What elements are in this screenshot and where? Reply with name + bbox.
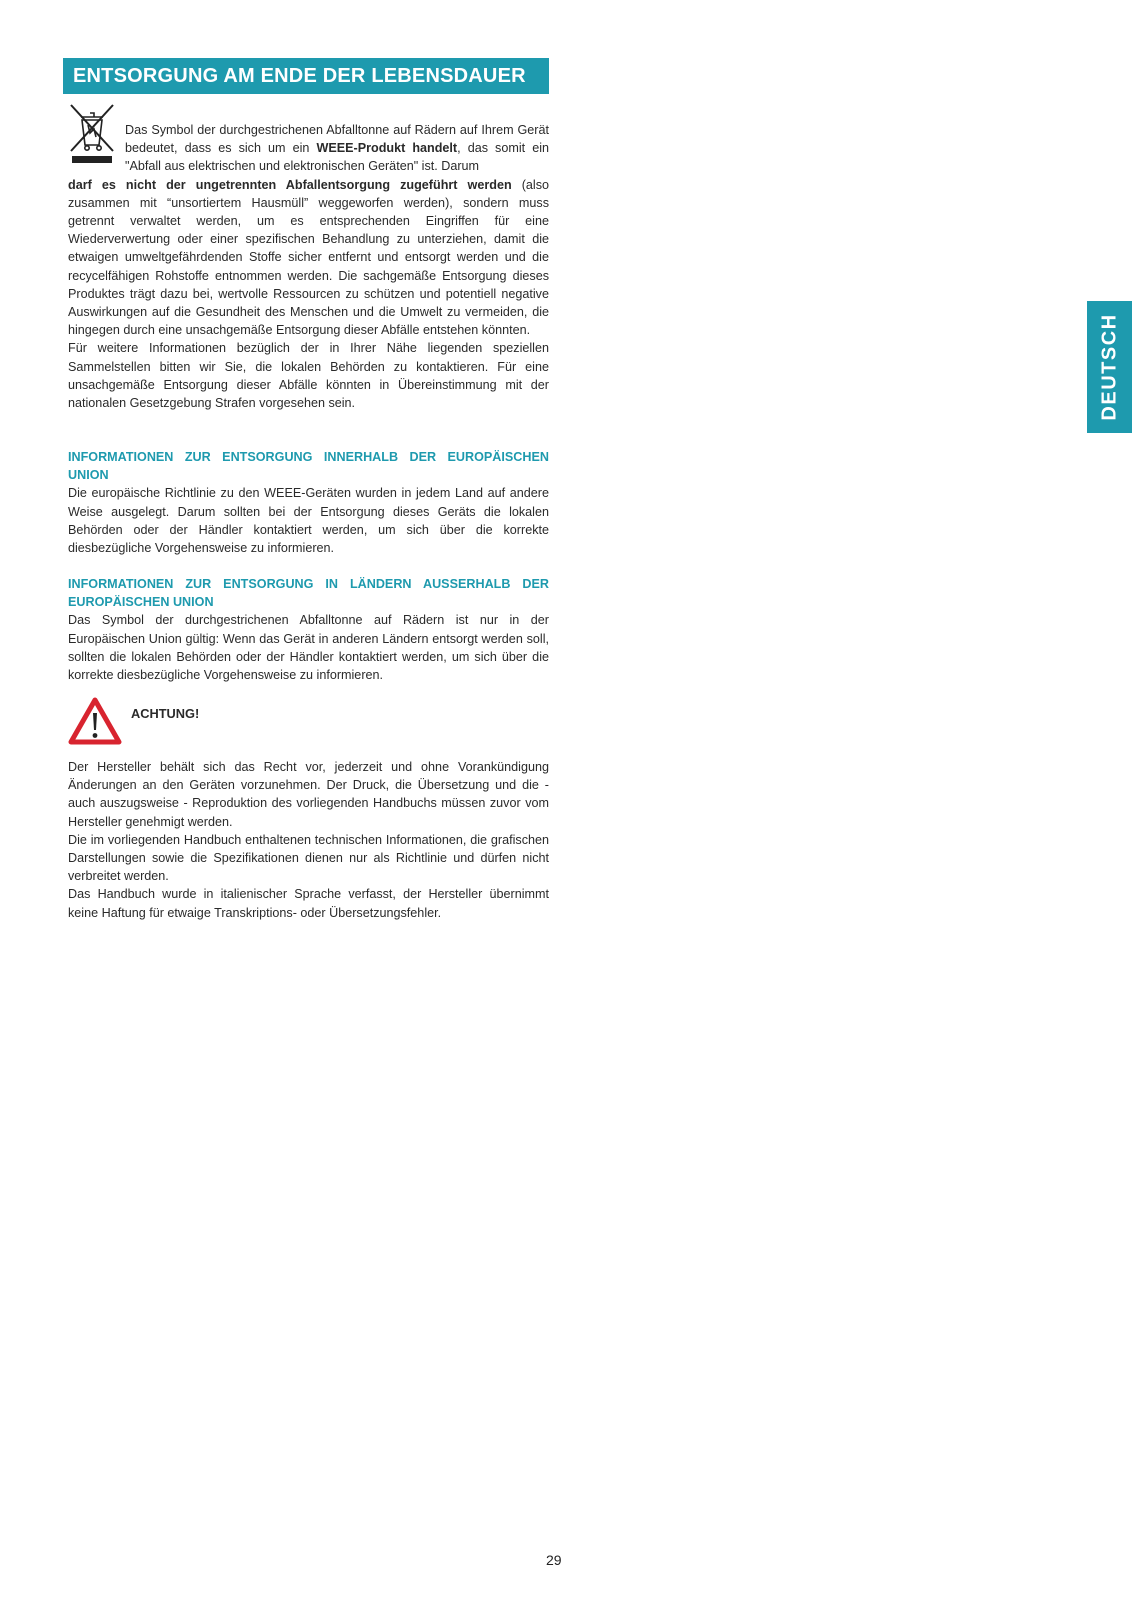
weee-product-emphasis: WEEE-Produkt handelt bbox=[316, 141, 458, 156]
legal-notice bbox=[68, 758, 549, 922]
legal-paragraph: Das Handbuch wurde in italienischer Sprache verfasst, der Hersteller übernimmt keine Haftung für etwaige Transkriptions- oder Übersetzungsfehler. bbox=[68, 887, 549, 920]
weee-intro bbox=[68, 121, 549, 412]
no-unsorted-disposal-emphasis: darf es nicht der ungetrennten Abfallentsorgung zugeführt werden bbox=[68, 177, 512, 192]
warning-label: ACHTUNG! bbox=[131, 706, 200, 721]
section-non-eu bbox=[68, 575, 549, 684]
section-non-eu-title: INFORMATIONEN ZUR ENTSORGUNG IN LÄNDERN AUSSERHALB DER EUROPÄISCHEN UNION bbox=[68, 577, 549, 610]
section-non-eu-body: Das Symbol der durchgestrichenen Abfalltonne auf Rädern ist nur in der Europäischen Union gültig: Wenn das Gerät in anderen Ländern entsorgt werden soll, sollten die lokalen Behörden oder der Händler kontaktiert werden, um sich über die korrekte diesbezügliche Vorgehensweise zu informieren. bbox=[68, 613, 549, 683]
legal-paragraph: Der Hersteller behält sich das Recht vor, jederzeit und ohne Vorankündigung Änderungen an den Geräten vorzunehmen. Der Druck, die Übersetzung und die - auch auszugsweise - Reproduktion des vorliegenden Handbuchs müssen zuvor vom Hersteller genehmigt werden. bbox=[68, 760, 549, 829]
page-title: ENTSORGUNG AM ENDE DER LEBENSDAUER bbox=[63, 58, 549, 94]
warning-triangle-icon bbox=[68, 697, 122, 745]
weee-intro-continuation: darf es nicht der ungetrennten Abfallentsorgung zugeführt werden (also zusammen mit “unsortiertem Hausmüll” weggeworfen werden), sondern muss getrennt verwaltet werden, um es entsprechenden Eingriffen für eine Wiederverwertung oder einer spezifischen Behandlung zu unterziehen, damit die etwaigen umweltgefährdenden Stoffe sicher entfernt und entsorgt werden und die recycelfähigen Rohstoffe entnommen werden. Die sachgemäße Entsorgung dieses Produktes trägt dazu bei, wertvolle Ressourcen zu schützen und potentiell negative Auswirkungen auf die Gesundheit des Menschen und die Umwelt zu vermeiden, die hingegen durch eine unsachgemäße Entsorgung dieser Abfälle entstehen könnten. bbox=[68, 177, 550, 338]
collection-points-paragraph: Für weitere Informationen bezüglich der in Ihrer Nähe liegenden speziellen Sammelstellen bitten wir Sie, die lokalen Behörden zu kontaktieren. Für eine unsachgemäße Entsorgung dieser Abfälle könnten in Übereinstimmung mit der nationalen Gesetzgebung Strafen vorgesehen sein. bbox=[68, 341, 549, 411]
weee-intro-paragraph: Das Symbol der durchgestrichenen Abfalltonne auf Rädern auf Ihrem Gerät bedeutet, dass es sich um ein WEEE-Produkt handelt, das somit ein "Abfall aus elektrischen und elektronischen Geräten" ist. Darum bbox=[125, 123, 549, 174]
section-eu-body: Die europäische Richtlinie zu den WEEE-Geräten wurden in jedem Land auf andere Weise ausgelegt. Darum sollten bei der Entsorgung dieses Geräts die lokalen Behörden oder der Händler kontaktiert werden, um sich über die korrekte diesbezügliche Vorgehensweise zu informieren. bbox=[68, 486, 549, 556]
section-eu-title: INFORMATIONEN ZUR ENTSORGUNG INNERHALB DER EUROPÄISCHEN UNION bbox=[68, 450, 549, 483]
language-tab bbox=[1087, 301, 1132, 433]
language-tab-label: DEUTSCH bbox=[1098, 313, 1120, 421]
section-eu bbox=[68, 448, 549, 557]
legal-paragraph: Die im vorliegenden Handbuch enthaltenen technischen Informationen, die grafischen Darstellungen sowie die Spezifikationen dienen nur als Richtlinie und dürfen nicht verbreitet werden. bbox=[68, 832, 549, 884]
page-number: 29 bbox=[546, 1552, 562, 1568]
